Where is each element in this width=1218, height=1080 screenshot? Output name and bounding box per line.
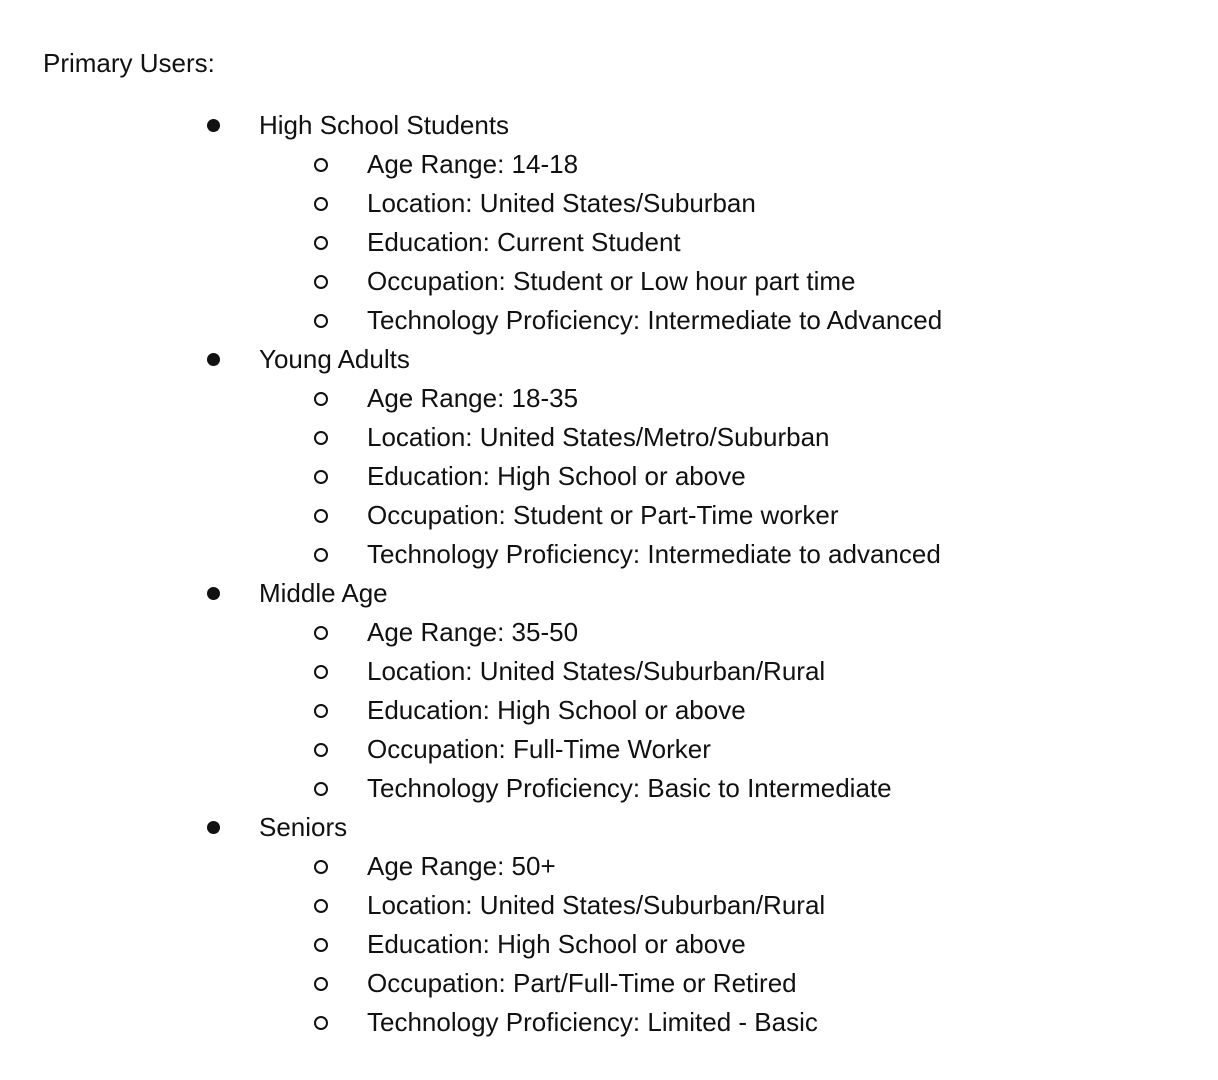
list-item (0, 535, 1218, 574)
list-item-text: Age Range: 14-18 (367, 149, 579, 179)
list-item (0, 184, 1218, 223)
list-item (0, 301, 1218, 340)
list-item (0, 145, 1218, 184)
list-item-text: Education: Current Student (367, 227, 681, 257)
list-item-text: Education: High School or above (367, 929, 746, 959)
list-item (0, 1003, 1218, 1042)
group-label: Seniors (259, 812, 348, 842)
group-item-seniors (0, 808, 1218, 847)
list-item (0, 418, 1218, 457)
list-item-text: Occupation: Student or Part-Time worker (367, 500, 839, 530)
hollow-bullet-icon (314, 509, 328, 523)
hollow-bullet-icon (314, 782, 328, 796)
list-item-text: Age Range: 35-50 (367, 617, 579, 647)
hollow-bullet-icon (314, 431, 328, 445)
group-item-young-adults (0, 340, 1218, 379)
list-item-text: Technology Proficiency: Intermediate to Advanced (367, 305, 943, 335)
list-item-text: Education: High School or above (367, 461, 746, 491)
list-item (0, 613, 1218, 652)
list-item (0, 496, 1218, 535)
list-item-text: Technology Proficiency: Intermediate to advanced (367, 539, 941, 569)
list-item-text: Occupation: Student or Low hour part time (367, 266, 856, 296)
hollow-bullet-icon (314, 743, 328, 757)
list-item-text: Location: United States/Suburban/Rural (367, 890, 826, 920)
list-item (0, 691, 1218, 730)
list-item (0, 964, 1218, 1003)
group-label: Middle Age (259, 578, 388, 608)
list-item (0, 457, 1218, 496)
hollow-bullet-icon (314, 197, 328, 211)
hollow-bullet-icon (314, 548, 328, 562)
filled-bullet-icon (207, 353, 220, 366)
list-item-text: Location: United States/Suburban/Rural (367, 656, 826, 686)
hollow-bullet-icon (314, 275, 328, 289)
list-item-text: Age Range: 50+ (367, 851, 556, 881)
list-item (0, 652, 1218, 691)
group-item-middle-age (0, 574, 1218, 613)
list-item (0, 379, 1218, 418)
list-item (0, 769, 1218, 808)
page-title: Primary Users: (43, 48, 215, 78)
list-item (0, 730, 1218, 769)
list-item-text: Technology Proficiency: Basic to Intermediate (367, 773, 892, 803)
hollow-bullet-icon (314, 158, 328, 172)
list-item (0, 223, 1218, 262)
hollow-bullet-icon (314, 860, 328, 874)
user-groups-list (0, 106, 1218, 1042)
filled-bullet-icon (207, 821, 220, 834)
hollow-bullet-icon (314, 665, 328, 679)
hollow-bullet-icon (314, 392, 328, 406)
hollow-bullet-icon (314, 626, 328, 640)
list-item-text: Location: United States/Suburban (367, 188, 756, 218)
list-item-text: Technology Proficiency: Limited - Basic (367, 1007, 818, 1037)
group-item-high-school-students (0, 106, 1218, 145)
filled-bullet-icon (207, 119, 220, 132)
hollow-bullet-icon (314, 938, 328, 952)
list-item (0, 886, 1218, 925)
hollow-bullet-icon (314, 470, 328, 484)
filled-bullet-icon (207, 587, 220, 600)
hollow-bullet-icon (314, 977, 328, 991)
list-item-text: Age Range: 18-35 (367, 383, 579, 413)
hollow-bullet-icon (314, 899, 328, 913)
group-label: High School Students (259, 110, 510, 140)
list-item-text: Location: United States/Metro/Suburban (367, 422, 830, 452)
hollow-bullet-icon (314, 314, 328, 328)
hollow-bullet-icon (314, 1016, 328, 1030)
list-item-text: Occupation: Full-Time Worker (367, 734, 711, 764)
list-item (0, 262, 1218, 301)
hollow-bullet-icon (314, 236, 328, 250)
list-item (0, 847, 1218, 886)
list-item-text: Occupation: Part/Full-Time or Retired (367, 968, 797, 998)
list-item (0, 925, 1218, 964)
hollow-bullet-icon (314, 704, 328, 718)
group-label: Young Adults (259, 344, 410, 374)
list-item-text: Education: High School or above (367, 695, 746, 725)
